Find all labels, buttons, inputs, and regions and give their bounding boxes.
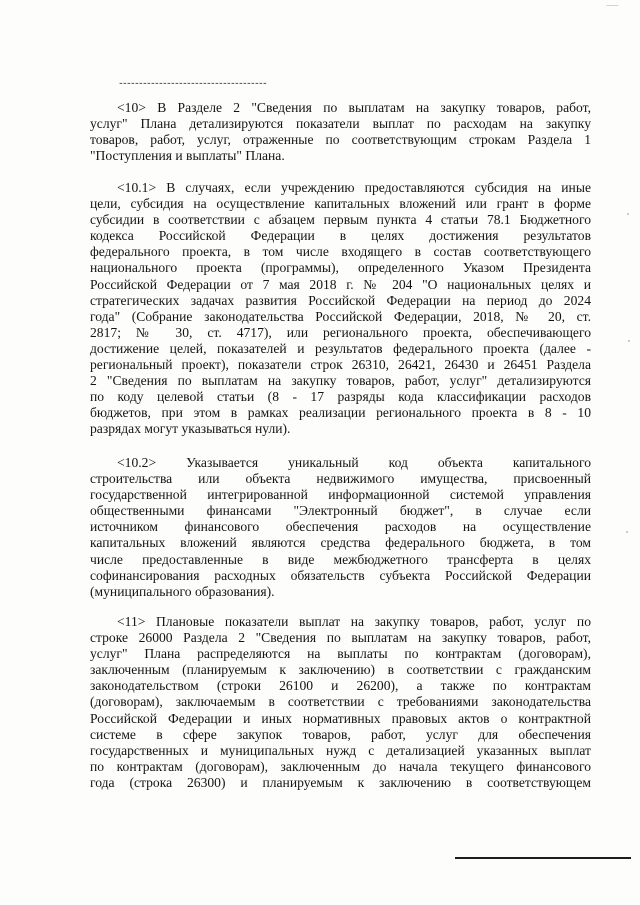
footnote-line: по коду целевой статьи (8 - 17 разряды кода классификации расходов [90,389,591,405]
footnote-line: субсидии в соответствии с абзацем первым пункта 4 статьи 78.1 Бюджетного [90,212,591,228]
footnote-line: услуг" Плана детализируются показатели выплат по расходам на закупку [90,116,591,132]
footnote-line: софинансирования расходных обязательств субъекта Российской Федерации [90,567,591,583]
footnote-line: разрядах могут указываться нули). [90,421,291,437]
footnote-line: национального проекта (программы), определенного Указом Президента [90,260,591,276]
footnote-line: законодательством (строки 26100 и 26200), а также по контрактам [90,678,591,694]
footnote-line: бюджетов, при этом в рамках реализации регионального проекта в 8 - 10 [90,405,591,421]
footnote-separator: ------------------------------------- [118,78,267,89]
footnote-10-1 [90,180,591,438]
footnote-line: 2817; № 30, ст. 4717), или регионального проекта, обеспечивающего [90,324,591,340]
footnote-line: достижение целей, показателей и результатов федерального проекта (далее - [90,340,591,356]
footnote-line: <11> Плановые показатели выплат на закупку товаров, работ, услуг по [117,614,591,629]
footnote-line: услуг" Плана распределяются на выплаты по контрактам (договорам), [90,646,591,662]
footnote-line: федерального проекта, в том числе входящего в состав соответствующего [90,244,591,260]
footnote-line: строительства или объекта недвижимого имущества, присвоенный [90,471,591,487]
footnote-line: заключенным (планируемым к заключению) в соответствии с гражданским [90,662,591,678]
footnote-line: (муниципального образования). [90,583,275,599]
footnote-line: государственных и муниципальных нужд с детализацией указанных выплат [90,742,591,758]
footnote-line: <10.1> В случаях, если учреждению предоставляются субсидия на иные [117,180,591,195]
scan-speck [626,531,628,533]
footnote-line: кодекса Российской Федерации в целях достижения результатов [90,228,591,244]
footnote-line: <10.2> Указывается уникальный код объекта капитального [117,455,591,470]
footnote-line: региональный проект), показатели строк 26310, 26421, 26430 и 26451 Раздела [90,357,591,373]
footnote-line: общественными финансами "Электронный бюджет", в случае если [90,503,591,519]
footnote-line: года (строка 26300) и планируемым к заключению в соответствующем [90,774,591,790]
footnote-line: года" (Собрание законодательства Российской Федерации, 2018, № 20, ст. [90,308,591,324]
scan-speck [627,213,629,215]
footnote-line: цели, субсидия на осуществление капитальных вложений или грант в форме [90,196,591,212]
footnote-10 [90,100,591,164]
footnote-line: по контрактам (договорам), заключенным до начала текущего финансового [90,758,591,774]
footnote-line: системе в сфере закупок товаров, работ, услуг для обеспечения [90,726,591,742]
footnote-11 [90,614,591,791]
footnote-line: Российской Федерации от 7 мая 2018 г. № 204 "О национальных целях и [90,276,591,292]
footnote-line: числе предоставленные в виде межбюджетного трансферта в целях [90,551,591,567]
footnote-line: капитальных вложений являются средства федерального бюджета, в том [90,535,591,551]
scan-speck [628,340,630,342]
page-bottom-rule [455,857,631,859]
footnote-line: <10> В Разделе 2 "Сведения по выплатам на закупку товаров, работ, [117,100,591,115]
footnote-line: государственной интегрированной информационной системой управления [90,487,591,503]
footnote-line: Российской Федерации и иных нормативных правовых актов о контрактной [90,710,591,726]
footnote-line: строке 26000 Раздела 2 "Сведения по выплатам на закупку товаров, работ, [90,630,591,646]
footnote-line: источником финансового обеспечения расходов на осуществление [90,519,591,535]
footnote-line: 2 "Сведения по выплатам на закупку товаров, работ, услуг" детализируются [90,373,591,389]
corner-scan-mark: ~~~~~ [606,4,619,9]
footnote-line: стратегических задачах развития Российской Федерации на период до 2024 [90,292,591,308]
footnote-line: (договорам), заключаемым в соответствии с требованиями законодательства [90,694,591,710]
footnote-line: товаров, работ, услуг, отраженные по соответствующим строкам Раздела 1 [90,132,591,148]
footnote-line: "Поступления и выплаты" Плана. [90,148,285,164]
footnote-10-2 [90,455,591,600]
